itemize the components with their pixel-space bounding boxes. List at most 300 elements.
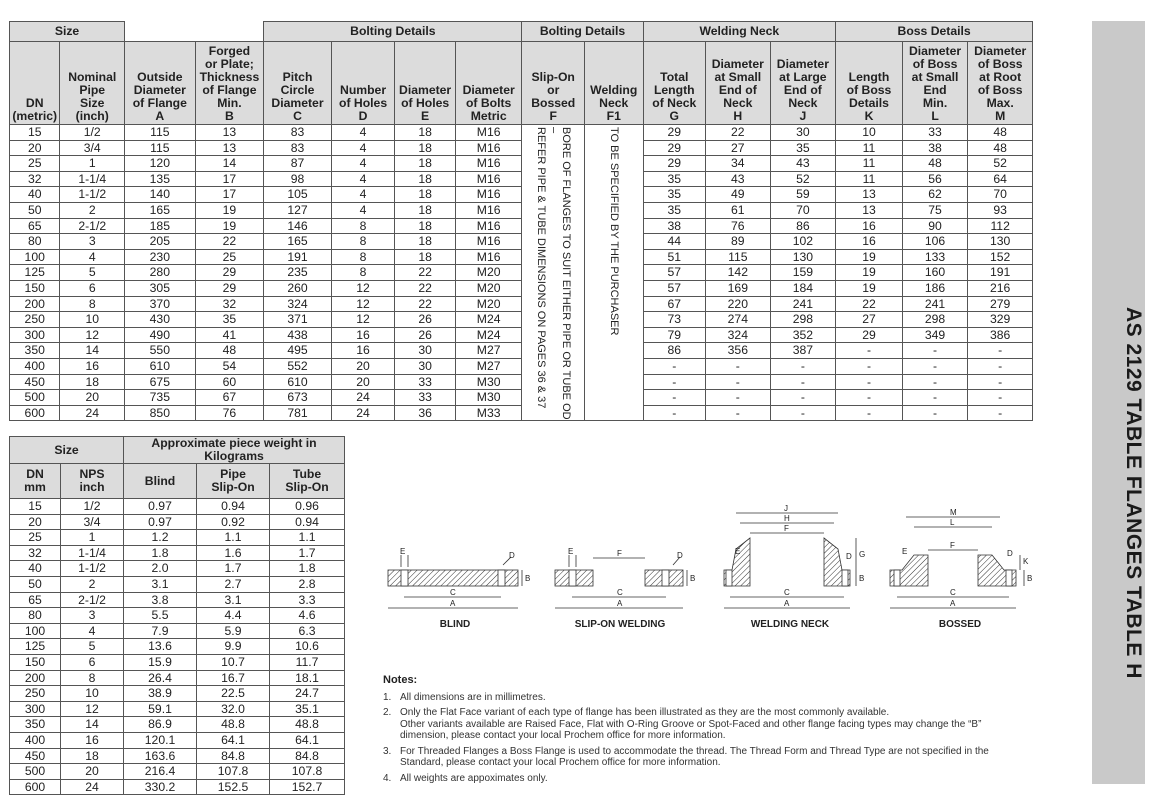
weight-table-cell: 86.9 [124,717,197,733]
table-cell: 13 [836,187,903,203]
weight-table-cell: 0.97 [124,499,197,515]
weight-table-cell: 1 [61,530,124,546]
table-cell: 152 [968,249,1033,265]
weight-table-cell: 0.92 [197,514,270,530]
drawing-label-welding-neck: WELDING NECK [750,619,830,630]
table-cell: 142 [706,265,771,281]
table-cell: 98 [264,171,332,187]
column-header: Diameter of Boss at Small End Min. L [902,42,968,125]
table-cell: 675 [125,374,196,390]
notes-list [383,692,1043,785]
blind-letter-e: E [400,547,406,556]
table-row [10,390,1033,406]
table-cell: 50 [10,202,60,218]
side-title: AS 2129 TABLE FLANGES TABLE H [1122,306,1145,679]
table-cell: 350 [10,343,60,359]
flange-drawings [380,505,1040,635]
table-cell: 150 [10,280,60,296]
weight-table-cell: 1/2 [61,499,124,515]
bossed-letter-a: A [950,599,956,608]
weight-table-cell: 1.8 [124,545,197,561]
table-cell: 324 [264,296,332,312]
weight-table-cell: 10.6 [270,639,345,655]
column-header: Diameter of Holes E [395,42,456,125]
table-cell: 115 [125,140,196,156]
note-text: For Threaded Flanges a Boss Flange is used to accommodate the thread. The Thread Form and Thread Type are not specified in the Standard, please contact your local Prochem office for more information. [400,745,989,768]
table-cell: 25 [195,249,264,265]
weight-table-row [10,717,345,733]
table-cell: 169 [706,280,771,296]
table-cell: 86 [643,343,706,359]
weight-table-cell: 2 [61,576,124,592]
table-cell: 205 [125,234,196,250]
weight-table-row [10,748,345,764]
table-cell: 4 [331,156,395,172]
table-cell: 62 [902,187,968,203]
table-cell: 70 [770,202,836,218]
weight-table-cell: 64.1 [270,732,345,748]
table-cell: - [968,374,1033,390]
weight-table-container [9,436,344,795]
table-cell: 184 [770,280,836,296]
table-cell: 8 [331,249,395,265]
weight-table-cell: 18 [61,748,124,764]
table-cell: 27 [836,312,903,328]
table-cell: 19 [836,265,903,281]
weight-table-row [10,514,345,530]
table-cell: - [902,343,968,359]
table-cell: 12 [331,312,395,328]
table-cell: 48 [195,343,264,359]
weight-table-cell: 0.94 [197,499,270,515]
table-cell: 387 [770,343,836,359]
flange-drawings-svg [380,505,1040,625]
table-cell: 30 [770,125,836,141]
table-cell: 610 [264,374,332,390]
table-cell: 673 [264,390,332,406]
table-cell: 16 [60,358,125,374]
weight-table-cell: 48.8 [197,717,270,733]
table-cell: 165 [264,234,332,250]
table-cell: - [706,374,771,390]
table-cell: 24 [331,390,395,406]
weight-table-cell: 3.3 [270,592,345,608]
table-cell: 16 [331,327,395,343]
weight-table-cell: 107.8 [270,764,345,780]
table-cell: 500 [10,390,60,406]
table-cell: 4 [331,187,395,203]
table-cell: 250 [10,312,60,328]
table-cell: 18 [395,171,456,187]
table-cell: 44 [643,234,706,250]
wn-letter-e: E [735,547,741,556]
table-cell: 191 [264,249,332,265]
table-cell: 33 [902,125,968,141]
table-cell: 16 [331,343,395,359]
table-cell: 48 [902,156,968,172]
bossed-letter-k: K [1023,557,1029,566]
slipon-letter-c: C [617,588,623,597]
table-cell: 29 [643,140,706,156]
table-cell: 140 [125,187,196,203]
weight-table-cell: 300 [10,701,61,717]
table-cell: M16 [455,249,522,265]
weight-table-cell: 10.7 [197,654,270,670]
weight-table-cell: 5.9 [197,623,270,639]
table-cell: - [643,405,706,421]
table-cell: 16 [836,218,903,234]
table-cell: 30 [395,343,456,359]
weight-table-row [10,654,345,670]
table-cell: 38 [902,140,968,156]
table-cell: 274 [706,312,771,328]
table-cell: 3 [60,234,125,250]
table-cell: - [643,374,706,390]
table-cell: 300 [10,327,60,343]
weight-table-row [10,639,345,655]
weight-table-cell: 80 [10,608,61,624]
table-cell: 90 [902,218,968,234]
table-cell: 38 [643,218,706,234]
weight-table-cell: 16 [61,732,124,748]
side-banner [1092,21,1145,784]
table-cell: 185 [125,218,196,234]
weight-table-cell: 48.8 [270,717,345,733]
table-cell: - [968,390,1033,406]
table-cell: - [902,358,968,374]
table-cell: 4 [60,249,125,265]
table-cell: 130 [770,249,836,265]
table-cell: 35 [643,187,706,203]
weight-table-cell: 600 [10,779,61,795]
weight-table-row [10,499,345,515]
table-cell: 19 [195,202,264,218]
table-cell: 490 [125,327,196,343]
table-cell: 1-1/2 [60,187,125,203]
table-cell: 735 [125,390,196,406]
table-cell: 11 [836,156,903,172]
table-cell: 59 [770,187,836,203]
table-cell: 159 [770,265,836,281]
table-cell: 279 [968,296,1033,312]
table-row [10,405,1033,421]
table-cell: 41 [195,327,264,343]
table-cell: 22 [395,280,456,296]
weight-table-cell: 7.9 [124,623,197,639]
table-cell: M16 [455,171,522,187]
table-cell: 18 [395,187,456,203]
note-text: All dimensions are in millimetres. [400,691,546,703]
column-header: Outside Diameter of Flange A [125,42,196,125]
table-cell: - [643,358,706,374]
weight-table-row [10,576,345,592]
table-cell: - [968,343,1033,359]
table-cell: M20 [455,280,522,296]
group-header-blank [125,22,264,42]
table-cell: 115 [706,249,771,265]
table-cell: 20 [331,374,395,390]
weight-table-row [10,764,345,780]
bossed-letter-l: L [950,518,955,527]
note-number: 2. [383,707,392,718]
weight-table-cell: 500 [10,764,61,780]
table-cell: M16 [455,156,522,172]
weight-table-cell: 9.9 [197,639,270,655]
weight-table-row [10,670,345,686]
table-cell: M33 [455,405,522,421]
bore-note-cell [522,125,585,421]
weight-table-row [10,623,345,639]
weight-table-cell: 3/4 [61,514,124,530]
column-header: Total Length of Neck G [643,42,706,125]
weight-table-cell: 13.6 [124,639,197,655]
wn-letter-j: J [784,505,788,513]
table-cell: 29 [643,125,706,141]
table-cell: 18 [395,125,456,141]
table-cell: 67 [195,390,264,406]
table-cell: 324 [706,327,771,343]
table-cell: 32 [10,171,60,187]
table-cell: 57 [643,265,706,281]
table-cell: 75 [902,202,968,218]
table-cell: 73 [643,312,706,328]
table-cell: 550 [125,343,196,359]
table-cell: 1 [60,156,125,172]
weight-table-cell: 150 [10,654,61,670]
weight-table-cell: 0.97 [124,514,197,530]
table-cell: 52 [770,171,836,187]
weight-table-cell: 1-1/4 [61,545,124,561]
weight-table-cell: 400 [10,732,61,748]
table-cell: - [902,374,968,390]
column-header: Pitch Circle Diameter C [264,42,332,125]
table-cell: 43 [706,171,771,187]
table-cell: 33 [395,374,456,390]
weight-table-row [10,701,345,717]
table-cell: 305 [125,280,196,296]
weight-table-cell: 8 [61,670,124,686]
table-cell: 850 [125,405,196,421]
table-cell: 125 [10,265,60,281]
weight-table-cell: 1.7 [197,561,270,577]
table-cell: 235 [264,265,332,281]
table-cell: 56 [902,171,968,187]
table-cell: 241 [770,296,836,312]
column-header: Nominal Pipe Size (inch) [60,42,125,125]
weight-table-cell: 2.8 [270,576,345,592]
table-cell: - [706,358,771,374]
table-cell: 298 [902,312,968,328]
table-cell: 8 [331,218,395,234]
weight-table-cell: 20 [61,764,124,780]
weight-table-cell: 1.6 [197,545,270,561]
weight-table-row [10,686,345,702]
table-cell: 20 [10,140,60,156]
weight-table-cell: 350 [10,717,61,733]
table-cell: 11 [836,171,903,187]
weight-table-cell: 15 [10,499,61,515]
table-cell: M27 [455,358,522,374]
table-cell: M16 [455,234,522,250]
table-cell: 86 [770,218,836,234]
table-row [10,156,1033,172]
table-cell: 135 [125,171,196,187]
table-cell: 191 [968,265,1033,281]
table-cell: 17 [195,171,264,187]
table-row [10,125,1033,141]
table-cell: 13 [836,202,903,218]
weight-table-row [10,592,345,608]
table-cell: 18 [395,234,456,250]
weight-table-cell: 65 [10,592,61,608]
table-cell: M16 [455,125,522,141]
weight-table-cell: 4.4 [197,608,270,624]
wn-letter-c: C [784,588,790,597]
weight-table-cell: 3.1 [197,592,270,608]
table-cell: M20 [455,265,522,281]
table-cell: 18 [395,140,456,156]
table-cell: - [643,390,706,406]
weight-table-row [10,530,345,546]
table-cell: 127 [264,202,332,218]
table-cell: 2-1/2 [60,218,125,234]
table-cell: 60 [195,374,264,390]
table-cell: - [836,374,903,390]
table-cell: 112 [968,218,1033,234]
table-cell: 19 [836,280,903,296]
table-cell: 54 [195,358,264,374]
drawing-label-blind: BLIND [439,619,471,630]
weight-column-header: NPS inch [61,464,124,499]
weight-table-cell: 1.1 [197,530,270,546]
column-header: Diameter of Bolts Metric [455,42,522,125]
weight-table-cell: 250 [10,686,61,702]
weight-table-cell: 50 [10,576,61,592]
table-cell: 29 [643,156,706,172]
wn-letter-f1: F [784,524,789,533]
table-cell: M16 [455,140,522,156]
table-cell: 70 [968,187,1033,203]
table-cell: 100 [10,249,60,265]
table-cell: 52 [968,156,1033,172]
table-cell: - [770,358,836,374]
weight-table-cell: 120.1 [124,732,197,748]
weight-table-cell: 38.9 [124,686,197,702]
table-row [10,265,1033,281]
table-row [10,327,1033,343]
bossed-letter-d: D [1007,549,1013,558]
purchaser-note-cell [584,125,643,421]
wn-letter-d: D [846,552,852,561]
table-row [10,343,1033,359]
drawing-label-slip-on: SLIP-ON WELDING [574,619,666,630]
table-cell: M16 [455,187,522,203]
table-cell: 280 [125,265,196,281]
table-cell: 260 [264,280,332,296]
table-cell: 781 [264,405,332,421]
group-header-bolting-details: Bolting Details [264,22,522,42]
slipon-letter-f: F [617,549,622,558]
table-cell: 371 [264,312,332,328]
weight-table-cell: 163.6 [124,748,197,764]
weight-group-approx-weight: Approximate piece weight in Kilograms [124,437,345,464]
table-cell: 22 [836,296,903,312]
table-cell: 26 [395,327,456,343]
weight-table-cell: 15.9 [124,654,197,670]
table-cell: 35 [770,140,836,156]
table-cell: 30 [395,358,456,374]
weight-table-cell: 25 [10,530,61,546]
table-cell: - [706,405,771,421]
table-cell: 370 [125,296,196,312]
weight-column-header: Blind [124,464,197,499]
table-cell: 130 [968,234,1033,250]
weight-table-cell: 6.3 [270,623,345,639]
weight-group-header-row [10,437,345,464]
flange-dimensions-table [9,21,1033,421]
table-cell: - [770,405,836,421]
table-cell: 87 [264,156,332,172]
purchaser-note: TO BE SPECIFIED BY THE PURCHASER [607,127,620,336]
table-cell: 17 [195,187,264,203]
table-cell: 102 [770,234,836,250]
weight-table-cell: 216.4 [124,764,197,780]
weight-table-cell: 6 [61,654,124,670]
weight-column-header: DN mm [10,464,61,499]
weight-table-cell: 64.1 [197,732,270,748]
weight-table-cell: 59.1 [124,701,197,717]
table-cell: 106 [902,234,968,250]
table-cell: 89 [706,234,771,250]
slipon-letter-a: A [617,599,623,608]
weight-table-cell: 1-1/2 [61,561,124,577]
blind-letter-b: B [525,574,531,583]
table-cell: 13 [195,140,264,156]
table-cell: 6 [60,280,125,296]
weight-table-cell: 4.6 [270,608,345,624]
group-header-bolting-details-2: Bolting Details [522,22,643,42]
note-item [383,773,1043,785]
bossed-flange-drawing [890,517,1024,608]
table-cell: M24 [455,327,522,343]
table-row [10,312,1033,328]
table-cell: 27 [706,140,771,156]
table-cell: 12 [60,327,125,343]
table-cell: 65 [10,218,60,234]
weight-table-cell: 3.8 [124,592,197,608]
table-cell: 22 [195,234,264,250]
slipon-letter-d: D [677,551,683,560]
table-cell: 15 [10,125,60,141]
note-item [383,707,1043,742]
table-cell: 4 [331,202,395,218]
weight-table-cell: 450 [10,748,61,764]
table-cell: 25 [10,156,60,172]
bore-note: BORE OF FLANGES TO SUIT EITHER PIPE OR TUBE OD – REFER PIPE & TUBE DIMENSIONS ON PAGES 36 & 37 [534,127,572,420]
weight-table-cell: 16.7 [197,670,270,686]
weight-table-cell: 100 [10,623,61,639]
table-row [10,280,1033,296]
table-cell: - [836,343,903,359]
table-cell: 20 [60,390,125,406]
bossed-letter-b: B [1027,574,1033,583]
flange-dimensions-body [10,125,1033,421]
table-cell: 610 [125,358,196,374]
table-cell: 51 [643,249,706,265]
table-cell: 18 [395,156,456,172]
table-row [10,234,1033,250]
flange-dimensions-table-container [9,21,1033,421]
